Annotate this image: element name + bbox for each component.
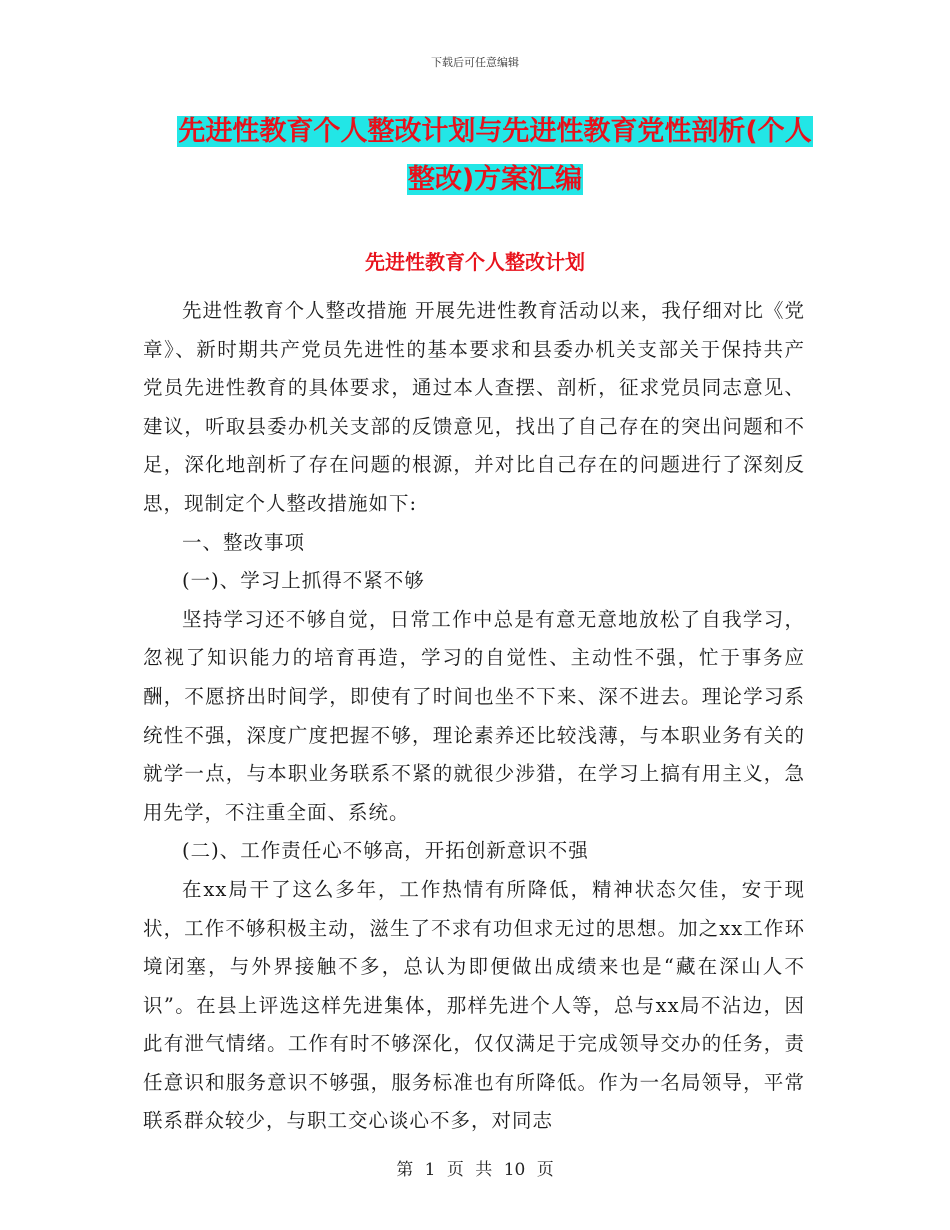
document-title-line-1: 先进性教育个人整改计划与先进性教育党性剖析(个人: [178, 116, 812, 147]
page-footer: 第 1 页 共 10 页: [396, 1160, 554, 1180]
header-note: 下载后可任意编辑: [431, 56, 519, 69]
subheading-responsibility: (二)、工作责任心不够高，开拓创新意识不强: [182, 839, 589, 863]
document-title: [140, 108, 850, 204]
heading-rectification-items: 一、整改事项: [182, 530, 306, 554]
document-body: [143, 292, 805, 1141]
paragraph-study: 坚持学习还不够自觉，日常工作中总是有意无意地放松了自我学习，忽视了知识能力的培育再造，学习的自觉性、主动性不强，忙于事务应酬，不愿挤出时间学，即使有了时间也坐不下来、深不进去。理论学习系统性不强，深度广度把握不够，理论素养还比较浅薄，与本职业务有关的就学一点，与本职业务联系不紧的就很少涉猎，在学习上搞有用主义，急用先学，不注重全面、系统。: [143, 607, 805, 824]
subheading-study: (一)、学习上抓得不紧不够: [182, 569, 425, 593]
section-title: 先进性教育个人整改计划: [365, 250, 585, 274]
document-title-line-2: 整改)方案汇编: [407, 164, 583, 195]
paragraph-responsibility: 在xx局干了这么多年，工作热情有所降低，精神状态欠佳，安于现状，工作不够积极主动，滋生了不求有功但求无过的思想。加之xx工作环境闭塞，与外界接触不多，总认为即便做出成绩来也是“藏在深山人不识”。在县上评选这样先进集体，那样先进个人等，总与xx局不沾边，因此有泄气情绪。工作有时不够深化，仅仅满足于完成领导交办的任务，责任意识和服务意识不够强，服务标准也有所降低。作为一名局领导，平常联系群众较少，与职工交心谈心不多，对同志: [143, 877, 805, 1133]
paragraph-intro: 先进性教育个人整改措施 开展先进性教育活动以来，我仔细对比《党章》、新时期共产党员先进性的基本要求和县委办机关支部关于保持共产党员先进性教育的具体要求，通过本人查摆、剖析，征求党员同志意见、建议，听取县委办机关支部的反馈意见，找出了自己存在的突出问题和不足，深化地剖析了存在问题的根源，并对比自己存在的问题进行了深刻反思，现制定个人整改措施如下:: [143, 299, 805, 515]
